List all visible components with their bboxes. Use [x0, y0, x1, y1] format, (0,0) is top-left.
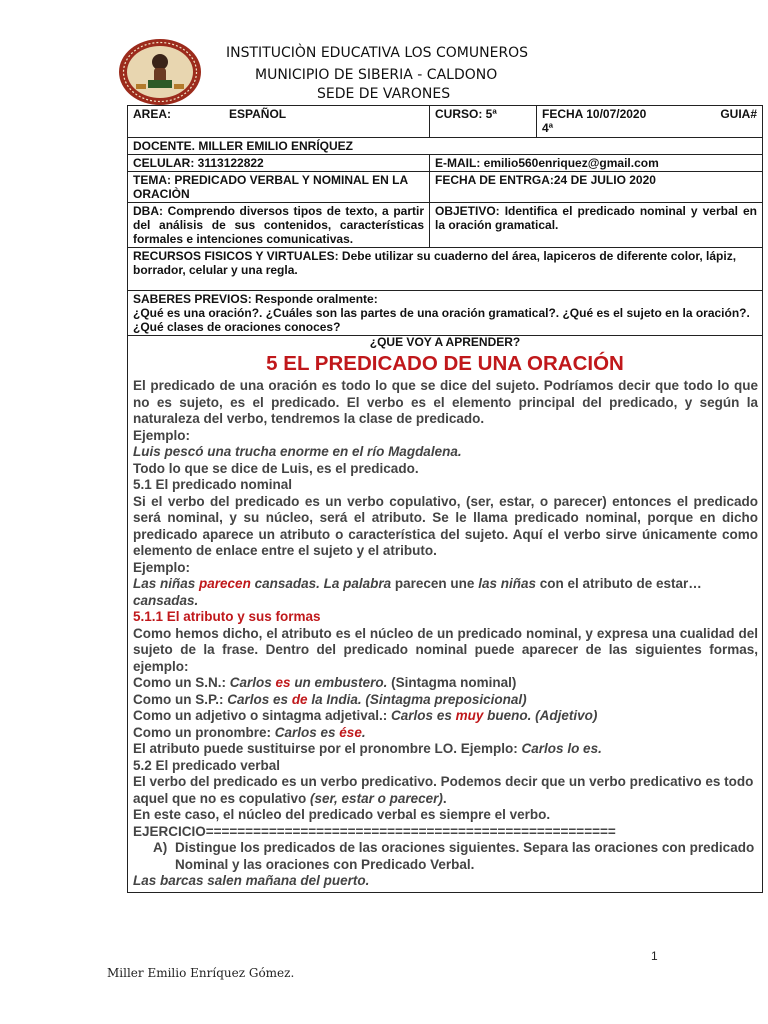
paragraph-intro: El predicado de una oración es todo lo que se dice del sujeto. Podríamos decir que todo lo que no es sujeto, es el predicado. El verbo es el elemento principal del predicado, y según la naturaleza del verbo, tendremos la clase de predicado.	[133, 378, 758, 426]
saberes-text: ¿Qué es una oración?. ¿Cuáles son las partes de una oración gramatical?. ¿Qué es el sujeto en la oración?. ¿Qué clases de oraciones conoces?	[133, 306, 750, 334]
exercise-a-label: A)	[153, 840, 168, 855]
page-number: 1	[651, 949, 658, 963]
ej2-ninas: las niñas	[478, 576, 536, 591]
adj-carlos: Carlos es	[391, 708, 456, 723]
row-docente	[128, 138, 762, 155]
document-header	[0, 0, 768, 104]
pron-ese: ése	[339, 724, 362, 740]
school-seal-icon	[118, 38, 202, 106]
example-sp	[133, 692, 758, 709]
ejemplo2-sentence	[133, 576, 758, 609]
paragraph-nucleo: En este caso, el núcleo del predicado verbal es siempre el verbo.	[133, 807, 551, 822]
lesson-title: 5 EL PREDICADO DE UNA ORACIÓN	[266, 352, 624, 375]
municipality: MUNICIPIO DE SIBERIA - CALDONO	[255, 67, 498, 83]
fecha-cell	[537, 106, 762, 137]
exercise-a	[133, 840, 758, 873]
ejemplo2-label: Ejemplo:	[133, 559, 191, 575]
ej2-verb: parecen	[199, 576, 251, 591]
row-tema	[128, 172, 762, 203]
email: E-MAIL: emilio560enriquez@gmail.com	[435, 156, 659, 170]
saberes-cell	[128, 291, 762, 335]
lo-text: El atributo puede sustituirse por el pronombre LO. Ejemplo:	[133, 741, 522, 756]
row-saberes	[128, 291, 762, 336]
sn-type: (Sintagma nominal)	[387, 675, 517, 690]
paragraph-nominal: Si el verbo del predicado es un verbo copulativo, (ser, estar, o parecer) entonces el predicado será nominal, y su núcleo, será el atributo. Se le llama predicado nominal, porque en dicho predicado aparece un atributo o característica del sujeto. Aquí el verbo sirve únicamente como elemento de enlace entre el sujeto y el atributo.	[133, 493, 758, 558]
docente: DOCENTE. MILLER EMILIO ENRÍQUEZ	[133, 139, 354, 153]
paragraph-verbal	[133, 774, 758, 807]
ej2-parecen: parecen une	[391, 576, 479, 591]
area-label: AREA:	[133, 107, 171, 121]
pron-carlos: Carlos es	[274, 724, 340, 740]
ejemplo-sentence: Luis pescó una trucha enorme en el río Magdalena.	[133, 444, 462, 459]
example-sn	[133, 675, 758, 692]
guide-table	[127, 105, 763, 893]
heading-5-1-1: 5.1.1 El atributo y sus formas	[133, 609, 321, 624]
recursos: RECURSOS FISICOS Y VIRTUALES: Debe utilizar su cuaderno del área, lapiceros de diferente color, lápiz, borrador, celular y una regla.	[133, 249, 737, 277]
pron-label: Como un pronombre:	[133, 724, 275, 740]
sp-india: la India. (Sintagma preposicional)	[307, 691, 527, 707]
row-contact	[128, 155, 762, 172]
sn-label: Como un S.N.:	[133, 675, 230, 690]
lesson-body	[128, 336, 762, 892]
guia-value: 4ª	[542, 121, 554, 135]
verbal-text: El verbo del predicado es un verbo predicativo. Podemos decir que un verbo predicativo es todo aquel que no es copulativo	[133, 774, 754, 806]
ejercicio-heading: EJERCICIO====================================================	[133, 823, 616, 839]
sn-es: es	[275, 675, 291, 690]
paragraph-luis: Todo lo que se dice de Luis, es el predicado.	[133, 460, 419, 476]
celular: CELULAR: 3113122822	[128, 155, 430, 171]
campus: SEDE DE VARONES	[317, 86, 451, 102]
ej2-mid: cansadas. La palabra	[250, 576, 392, 591]
paragraph-atributo: Como hemos dicho, el atributo es el núcleo de un predicado nominal, y expresa una cualidad del sujeto de la frase. Dentro del predicado nominal puede aparecer de las siguientes formas, ejemplo:	[133, 625, 758, 674]
example-pron	[133, 725, 758, 742]
sp-de: de	[291, 691, 308, 707]
sn-carlos: Carlos	[229, 675, 276, 690]
row-recursos	[128, 248, 762, 291]
school-name: INSTITUCIÒN EDUCATIVA LOS COMUNEROS	[226, 45, 529, 61]
row-area	[128, 106, 762, 138]
area-value: ESPAÑOL	[229, 107, 287, 121]
que-voy-aprender: ¿QUE VOY A APRENDER?	[369, 335, 521, 349]
verbal-dot: .	[442, 790, 447, 806]
heading-5-1: 5.1 El predicado nominal	[133, 477, 293, 492]
lesson-content	[128, 378, 762, 892]
ej2-cansadas: cansadas.	[133, 592, 199, 608]
pron-dot: .	[361, 724, 366, 740]
saberes-title: SABERES PREVIOS: Responde oralmente:	[133, 292, 378, 306]
ej2-subject: Las niñas	[133, 576, 200, 591]
tema: TEMA: PREDICADO VERBAL Y NOMINAL EN LA ORACIÒN	[128, 172, 430, 202]
ejemplo-label: Ejemplo:	[133, 427, 191, 443]
fecha: FECHA 10/07/2020	[542, 107, 647, 121]
fecha-entrega: FECHA DE ENTRGA:24 DE JULIO 2020	[435, 173, 656, 187]
sp-label: Como un S.P.:	[133, 691, 228, 707]
example-lo	[133, 741, 758, 758]
objetivo: OBJETIVO: Identifica el predicado nominal y verbal en la oración gramatical.	[435, 204, 757, 232]
lo-example: Carlos lo es.	[521, 741, 602, 756]
exercise-a-text: Distingue los predicados de las oraciones siguientes. Separa las oraciones con predicado Nominal y las oraciones con Predicado Verbal.	[175, 840, 755, 872]
verbal-copulativos: (ser, estar o parecer)	[310, 790, 443, 806]
curso-cell: CURSO: 5ª	[430, 106, 537, 137]
guia-label: GUIA#	[720, 107, 757, 121]
adj-bueno: bueno. (Adjetivo)	[483, 708, 598, 723]
sn-embustero: un embustero.	[290, 675, 388, 690]
row-dba	[128, 203, 762, 248]
adj-muy: muy	[455, 708, 484, 723]
area-cell	[128, 106, 430, 137]
ej2-atributo: con el atributo de estar…	[535, 576, 702, 591]
dba: DBA: Comprendo diversos tipos de texto, a partir del análisis de sus contenidos, características formales e intenciones comunicativas.	[128, 203, 430, 247]
footer-author: Miller Emilio Enríquez Gómez.	[107, 966, 295, 980]
adj-label: Como un adjetivo o sintagma adjetival.:	[133, 708, 392, 723]
heading-5-2: 5.2 El predicado verbal	[133, 757, 281, 773]
example-adj	[133, 708, 758, 725]
sp-carlos: Carlos es	[227, 691, 292, 707]
exercise-sentence: Las barcas salen mañana del puerto.	[133, 873, 370, 888]
